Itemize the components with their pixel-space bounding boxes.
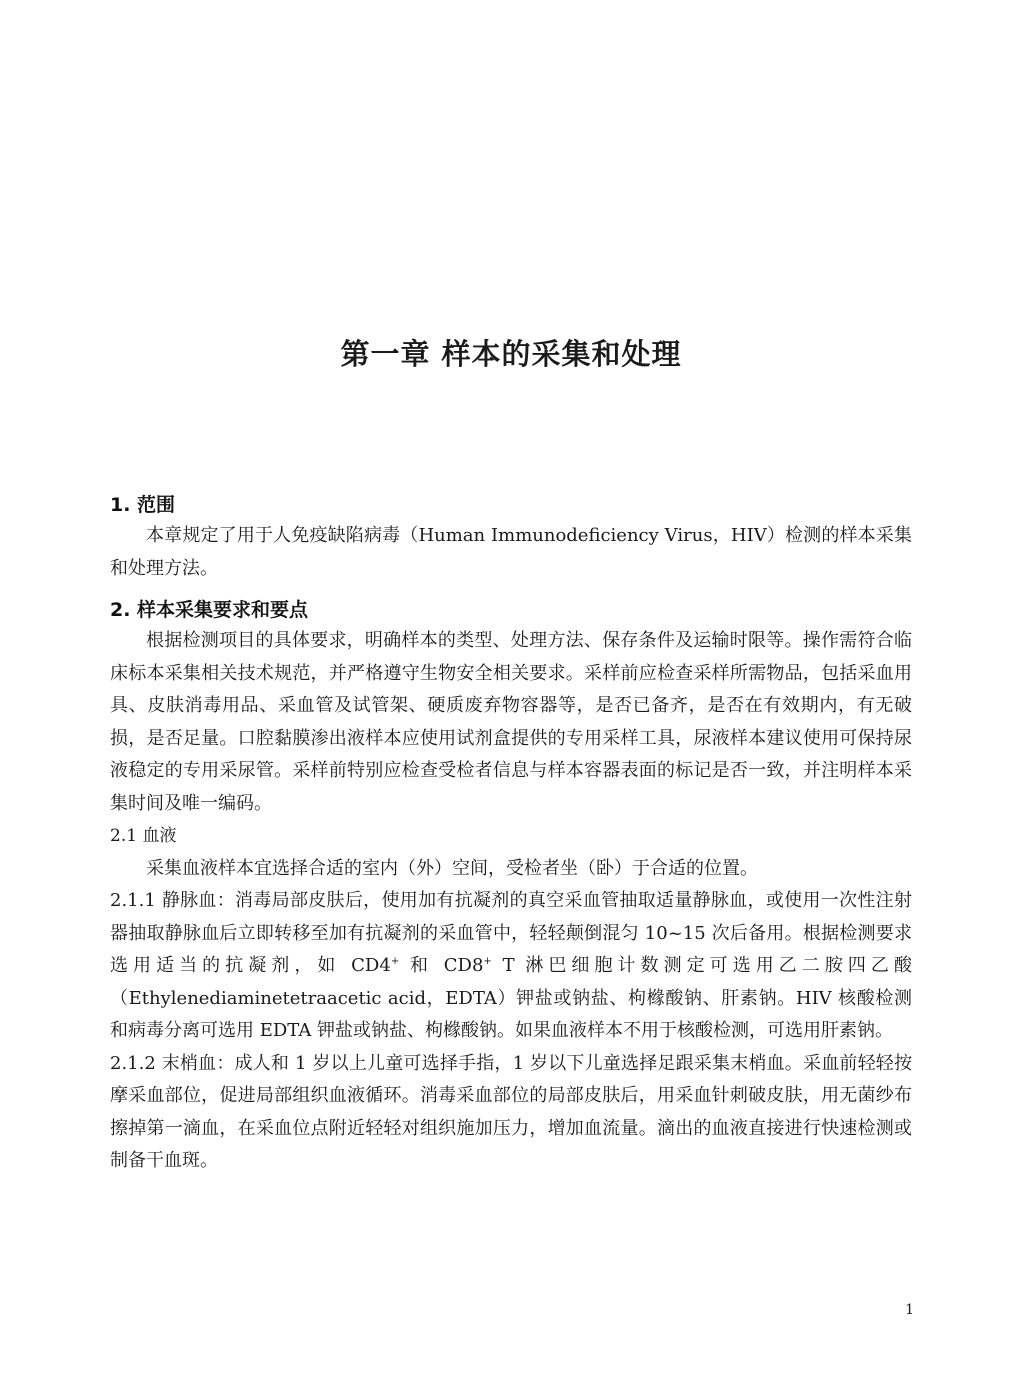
chapter-title: 第一章 样本的采集和处理 <box>340 337 682 371</box>
section-heading-scope: 1. 范围 <box>110 494 176 516</box>
main-content <box>110 490 912 1178</box>
subsection-heading-blood: 2.1 血液 <box>110 826 177 846</box>
requirements-paragraph: 根据检测项目的具体要求，明确样本的类型、处理方法、保存条件及运输时限等。操作需符合临床标本采集相关技术规范，并严格遵守生物安全相关要求。采样前应检查采样所需物品，包括采血用具、皮肤消毒用品、采血管及试管架、硬质废弃物容器等，是否已备齐，是否在有效期内，有无破损，是否足量。口腔黏膜渗出液样本应使用试剂盒提供的专用采样工具，尿液样本建议使用可保持尿液稳定的专用采尿管。采样前特别应检查受检者信息与样本容器表面的标记是否一致，并注明样本采集时间及唯一编码。 <box>110 630 912 814</box>
venous-text-part-2: 和 CD8 <box>399 955 484 976</box>
superscript-plus-2: + <box>483 956 492 967</box>
capillary-blood-paragraph: 2.1.2 末梢血：成人和 1 岁以上儿童可选择手指，1 岁以下儿童选择足跟采集末梢血。采血前轻轻按摩采血部位，促进局部组织血液循环。消毒采血部位的局部皮肤后，用采血针刺破皮肤，用无菌纱布擦掉第一滴血，在采血位点附近轻轻对组织施加压力，增加血流量。滴出的血液直接进行快速检测或制备干血斑。 <box>110 1052 912 1171</box>
scope-paragraph: 本章规定了用于人免疫缺陷病毒（Human Immunodeficiency Virus，HIV）检测的样本采集和处理方法。 <box>110 525 912 579</box>
venous-text-part-3: T 淋巴细胞计数测定可选用乙二胺四乙酸（Ethylenediaminetetraacetic acid，EDTA）钾盐或钠盐、枸橼酸钠、肝素钠。HIV 核酸检测和病毒分离可选用 EDTA 钾盐或钠盐、枸橼酸钠。如果血液样本不用于核酸检测，可选用肝素钠。 <box>110 955 912 1041</box>
blood-paragraph: 采集血液样本宜选择合适的室内（外）空间，受检者坐（卧）于合适的位置。 <box>146 857 758 879</box>
venous-blood-paragraph <box>110 885 912 1048</box>
section-heading-collection-requirements: 2. 样本采集要求和要点 <box>110 599 309 621</box>
page-number: 1 <box>905 1302 914 1318</box>
venous-text-part-1: 2.1.1 静脉血：消毒局部皮肤后，使用加有抗凝剂的真空采血管抽取适量静脉血，或使用一次性注射器抽取静脉血后立即转移至加有抗凝剂的采血管中，轻轻颠倒混匀 10~15 次后备用。根据检测要求选用适当的抗凝剂，如 CD4 <box>110 890 912 976</box>
superscript-plus-1: + <box>390 956 400 967</box>
